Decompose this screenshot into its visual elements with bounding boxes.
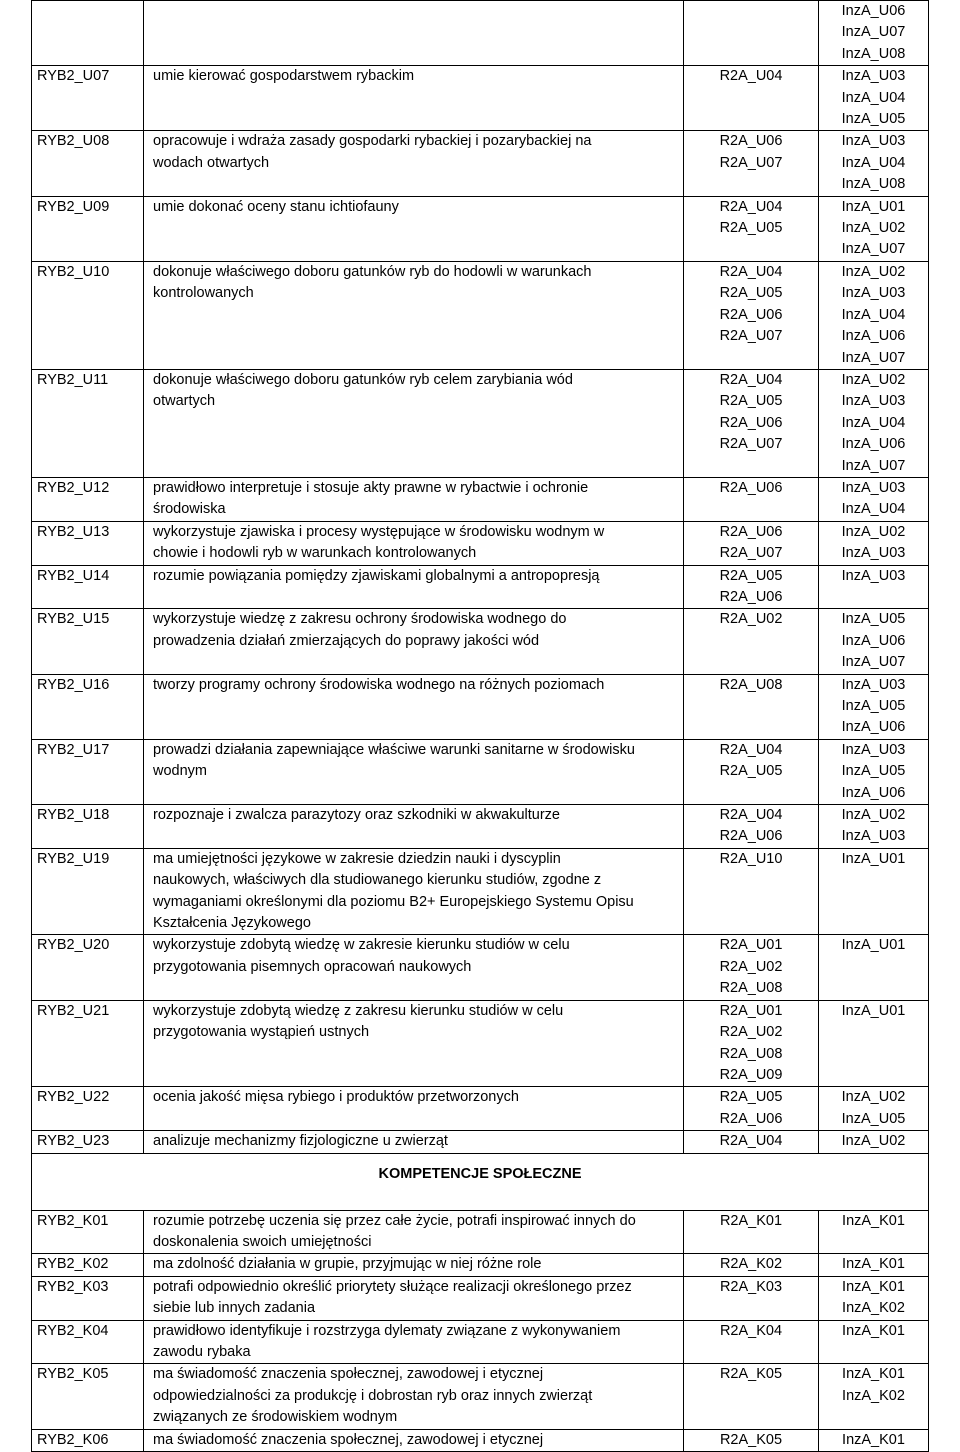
r2a-code: R2A_U04	[719, 371, 783, 388]
outcome-code: RYB2_K03	[32, 1276, 144, 1320]
outcome-code: RYB2_U08	[32, 131, 144, 196]
outcome-description	[144, 609, 684, 674]
outcome-code: RYB2_U16	[32, 674, 144, 739]
r2a-references	[684, 261, 819, 369]
description-line: zawodu rybaka	[153, 1343, 251, 1360]
inza-code: InzA_U03	[841, 741, 906, 758]
r2a-code: R2A_U02	[719, 611, 783, 628]
inza-code: InzA_U03	[841, 545, 906, 562]
inza-code: InzA_U04	[841, 501, 906, 518]
outcome-code: RYB2_U09	[32, 196, 144, 261]
outcome-description	[144, 369, 684, 477]
inza-references	[819, 261, 929, 369]
outcome-description	[144, 848, 684, 935]
inza-references	[819, 196, 929, 261]
description-line: potrafi odpowiednio określić priorytety służące realizacji określonego przez	[153, 1278, 632, 1295]
inza-code: InzA_U02	[841, 220, 906, 237]
outcome-code: RYB2_K02	[32, 1254, 144, 1276]
description-line: prawidłowo identyfikuje i rozstrzyga dylematy związane z wykonywaniem	[153, 1322, 621, 1339]
inza-code: InzA_U08	[841, 45, 906, 62]
inza-code: InzA_U03	[841, 133, 906, 150]
inza-code: InzA_U04	[841, 414, 906, 431]
inza-references	[819, 1254, 929, 1276]
r2a-code: R2A_U05	[719, 220, 783, 237]
r2a-code: R2A_U08	[719, 676, 783, 693]
table-row	[32, 935, 929, 1000]
inza-references	[819, 1276, 929, 1320]
inza-references	[819, 521, 929, 565]
outcome-code: RYB2_K05	[32, 1364, 144, 1429]
description-line: opracowuje i wdraża zasady gospodarki rybackiej i pozarybackiej na	[153, 133, 592, 150]
r2a-references	[684, 1131, 819, 1153]
r2a-code: R2A_U04	[719, 198, 783, 215]
r2a-code: R2A_U06	[719, 588, 783, 605]
description-line: prawidłowo interpretuje i stosuje akty prawne w rybactwie i ochronie	[153, 479, 589, 496]
r2a-references	[684, 521, 819, 565]
table-row	[32, 674, 929, 739]
r2a-code: R2A_U09	[719, 1066, 783, 1083]
outcome-description	[144, 261, 684, 369]
r2a-references	[684, 1320, 819, 1364]
r2a-code: R2A_K02	[719, 1256, 783, 1273]
inza-references	[819, 674, 929, 739]
outcome-description	[144, 1000, 684, 1087]
inza-code: InzA_U07	[841, 654, 906, 671]
description-line: otwartych	[153, 393, 216, 410]
description-line: prowadzenia działań zmierzających do poprawy jakości wód	[153, 632, 540, 649]
inza-code: InzA_U08	[841, 176, 906, 193]
inza-references	[819, 565, 929, 609]
r2a-references	[684, 1276, 819, 1320]
description-line: umie dokonać oceny stanu ichtiofauny	[153, 198, 399, 215]
inza-code: InzA_K01	[842, 1431, 905, 1448]
r2a-references	[684, 66, 819, 131]
description-line: rozumie powiązania pomiędzy zjawiskami globalnymi a antropopresją	[153, 567, 600, 584]
table-row	[32, 1254, 929, 1276]
outcome-code: RYB2_U14	[32, 565, 144, 609]
outcome-description	[144, 131, 684, 196]
outcome-description	[144, 66, 684, 131]
inza-code: InzA_U05	[841, 111, 906, 128]
inza-code: InzA_U03	[841, 393, 906, 410]
r2a-code: R2A_U06	[719, 414, 783, 431]
inza-code: InzA_U01	[841, 198, 906, 215]
description-line: środowiska	[153, 501, 226, 518]
table-row	[32, 521, 929, 565]
r2a-code: R2A_U07	[719, 154, 783, 171]
r2a-code: R2A_U06	[719, 133, 783, 150]
outcome-description	[144, 805, 684, 849]
inza-code: InzA_K02	[842, 1300, 905, 1317]
inza-code: InzA_U04	[841, 154, 906, 171]
outcome-code: RYB2_U19	[32, 848, 144, 935]
inza-code: InzA_U02	[841, 263, 906, 280]
inza-code: InzA_K02	[842, 1387, 905, 1404]
r2a-code: R2A_U02	[719, 958, 783, 975]
r2a-code: R2A_U10	[719, 850, 783, 867]
table-row	[32, 196, 929, 261]
description-line: umie kierować gospodarstwem rybackim	[153, 68, 415, 85]
r2a-code: R2A_U05	[719, 567, 783, 584]
inza-code: InzA_U06	[841, 784, 906, 801]
r2a-code: R2A_U04	[719, 263, 783, 280]
learning-outcomes-table	[31, 0, 929, 1452]
r2a-code: R2A_U08	[719, 980, 783, 997]
outcome-code: RYB2_U21	[32, 1000, 144, 1087]
inza-code: InzA_U05	[841, 611, 906, 628]
table-row	[32, 1210, 929, 1254]
outcome-code: RYB2_U20	[32, 935, 144, 1000]
table-row	[32, 1364, 929, 1429]
outcome-description	[144, 1087, 684, 1131]
r2a-code: R2A_K01	[719, 1212, 783, 1229]
r2a-code: R2A_U06	[719, 1110, 783, 1127]
inza-references	[819, 805, 929, 849]
table-row	[32, 1276, 929, 1320]
table-row	[32, 477, 929, 521]
r2a-code: R2A_K04	[719, 1322, 783, 1339]
inza-code: InzA_U06	[841, 3, 906, 19]
inza-references	[819, 477, 929, 521]
description-line: rozpoznaje i zwalcza parazytozy oraz szkodniki w akwakulturze	[153, 807, 560, 824]
inza-code: InzA_U05	[841, 1110, 906, 1127]
outcome-description	[144, 1254, 684, 1276]
section-heading: KOMPETENCJE SPOŁECZNE	[32, 1153, 929, 1210]
inza-references	[819, 739, 929, 804]
outcome-code: RYB2_U23	[32, 1131, 144, 1153]
inza-code: InzA_U05	[841, 763, 906, 780]
r2a-references	[684, 1000, 819, 1087]
description-line: ma świadomość znaczenia społecznej, zawodowej i etycznej	[153, 1366, 544, 1383]
r2a-code: R2A_U05	[719, 1089, 783, 1106]
r2a-references	[684, 1210, 819, 1254]
inza-references	[819, 1320, 929, 1364]
outcome-code: RYB2_U11	[32, 369, 144, 477]
r2a-code: R2A_U07	[719, 545, 783, 562]
table-row	[32, 1131, 929, 1153]
r2a-code: R2A_U05	[719, 285, 783, 302]
r2a-references	[684, 1429, 819, 1451]
description-line: wodach otwartych	[153, 154, 270, 171]
description-line: kontrolowanych	[153, 285, 254, 302]
inza-references	[819, 1087, 929, 1131]
table-row	[32, 1429, 929, 1451]
r2a-code: R2A_U04	[719, 741, 783, 758]
table-row	[32, 131, 929, 196]
inza-code: InzA_U03	[841, 828, 906, 845]
description-line: Kształcenia Językowego	[153, 915, 311, 932]
description-line: wodnym	[153, 763, 207, 780]
outcome-description	[144, 674, 684, 739]
inza-code: InzA_K01	[842, 1212, 905, 1229]
inza-code: InzA_U04	[841, 89, 906, 106]
r2a-references	[684, 369, 819, 477]
r2a-references	[684, 1364, 819, 1429]
inza-code: InzA_U07	[841, 349, 906, 366]
r2a-code: R2A_U01	[719, 1002, 783, 1019]
description-line: wykorzystuje wiedzę z zakresu ochrony środowiska wodnego do	[153, 611, 567, 628]
outcome-code: RYB2_U10	[32, 261, 144, 369]
inza-references	[819, 369, 929, 477]
r2a-code: R2A_U05	[719, 393, 783, 410]
r2a-references	[684, 131, 819, 196]
outcome-code: RYB2_U13	[32, 521, 144, 565]
description-line: rozumie potrzebę uczenia się przez całe życie, potrafi inspirować innych do	[153, 1212, 636, 1229]
description-line: dokonuje właściwego doboru gatunków ryb celem zarybiania wód	[153, 371, 573, 388]
inza-code: InzA_U02	[841, 1133, 906, 1150]
inza-code: InzA_U03	[841, 285, 906, 302]
outcome-code: RYB2_U22	[32, 1087, 144, 1131]
description-line: przygotowania pisemnych opracowań naukowych	[153, 958, 472, 975]
inza-code: InzA_U07	[841, 241, 906, 258]
r2a-references	[684, 848, 819, 935]
table-row	[32, 609, 929, 674]
table-row	[32, 369, 929, 477]
outcome-code: RYB2_U15	[32, 609, 144, 674]
table-row	[32, 261, 929, 369]
section-heading-row	[32, 1153, 929, 1210]
inza-references	[819, 935, 929, 1000]
inza-code: InzA_U03	[841, 567, 906, 584]
r2a-references	[684, 674, 819, 739]
description-line: doskonalenia swoich umiejętności	[153, 1233, 372, 1250]
inza-code: InzA_K01	[842, 1278, 905, 1295]
r2a-references	[684, 196, 819, 261]
inza-references	[819, 1, 929, 66]
outcome-code: RYB2_K04	[32, 1320, 144, 1364]
outcome-code: RYB2_U07	[32, 66, 144, 131]
description-line: ma zdolność działania w grupie, przyjmując w niej różne role	[153, 1256, 542, 1273]
outcome-description	[144, 739, 684, 804]
description-line: wymaganiami określonymi dla poziomu B2+ Europejskiego Systemu Opisu	[153, 893, 634, 910]
outcome-description	[144, 1429, 684, 1451]
outcome-description	[144, 1, 684, 66]
r2a-code: R2A_U04	[719, 68, 783, 85]
inza-code: InzA_U07	[841, 24, 906, 41]
outcome-description	[144, 935, 684, 1000]
outcome-code: RYB2_U18	[32, 805, 144, 849]
outcome-description	[144, 1320, 684, 1364]
description-line: wykorzystuje zdobytą wiedzę z zakresu kierunku studiów w celu	[153, 1002, 564, 1019]
inza-code: InzA_U02	[841, 371, 906, 388]
description-line: wykorzystuje zjawiska i procesy występujące w środowisku wodnym w	[153, 523, 605, 540]
outcome-description	[144, 521, 684, 565]
r2a-references	[684, 935, 819, 1000]
description-line: odpowiedzialności za produkcję i dobrostan ryb oraz innych zwierząt	[153, 1387, 593, 1404]
description-line: ocenia jakość mięsa rybiego i produktów przetworzonych	[153, 1089, 519, 1106]
outcome-description	[144, 196, 684, 261]
r2a-references	[684, 1254, 819, 1276]
r2a-references	[684, 1, 819, 66]
table-row	[32, 848, 929, 935]
description-line: prowadzi działania zapewniające właściwe warunki sanitarne w środowisku	[153, 741, 635, 758]
inza-code: InzA_U07	[841, 457, 906, 474]
inza-code: InzA_U01	[841, 850, 906, 867]
r2a-code: R2A_U07	[719, 436, 783, 453]
r2a-code: R2A_U04	[719, 1133, 783, 1150]
inza-references	[819, 1000, 929, 1087]
inza-code: InzA_U03	[841, 68, 906, 85]
inza-references	[819, 1364, 929, 1429]
r2a-code: R2A_K03	[719, 1278, 783, 1295]
inza-references	[819, 1131, 929, 1153]
description-line: tworzy programy ochrony środowiska wodnego na różnych poziomach	[153, 676, 605, 693]
inza-references	[819, 609, 929, 674]
table-row	[32, 1087, 929, 1131]
inza-code: InzA_U02	[841, 1089, 906, 1106]
outcome-code: RYB2_K01	[32, 1210, 144, 1254]
inza-code: InzA_U06	[841, 328, 906, 345]
table-row	[32, 805, 929, 849]
table-row	[32, 739, 929, 804]
r2a-code: R2A_K05	[719, 1431, 783, 1448]
description-line: siebie lub innych zadania	[153, 1300, 316, 1317]
inza-references	[819, 66, 929, 131]
r2a-references	[684, 477, 819, 521]
outcome-description	[144, 1131, 684, 1153]
inza-code: InzA_U06	[841, 719, 906, 736]
outcome-code	[32, 1, 144, 66]
r2a-code: R2A_K05	[719, 1366, 783, 1383]
inza-code: InzA_U03	[841, 479, 906, 496]
r2a-code: R2A_U01	[719, 937, 783, 954]
r2a-references	[684, 805, 819, 849]
description-line: związanych ze środowiskiem wodnym	[153, 1409, 398, 1426]
description-line: naukowych, właściwych dla studiowanego kierunku studiów, zgodne z	[153, 872, 602, 889]
outcome-description	[144, 565, 684, 609]
inza-code: InzA_U02	[841, 523, 906, 540]
table-row	[32, 565, 929, 609]
table-row	[32, 1, 929, 66]
inza-references	[819, 131, 929, 196]
table-row	[32, 1320, 929, 1364]
r2a-code: R2A_U06	[719, 479, 783, 496]
description-line: dokonuje właściwego doboru gatunków ryb do hodowli w warunkach	[153, 263, 592, 280]
inza-code: InzA_U06	[841, 436, 906, 453]
inza-references	[819, 1429, 929, 1451]
table-row	[32, 1000, 929, 1087]
description-line: ma umiejętności językowe w zakresie dziedzin nauki i dyscyplin	[153, 850, 561, 867]
r2a-code: R2A_U08	[719, 1045, 783, 1062]
inza-code: InzA_U05	[841, 698, 906, 714]
outcome-code: RYB2_U17	[32, 739, 144, 804]
outcome-code: RYB2_K06	[32, 1429, 144, 1451]
social-competences-section	[32, 1153, 929, 1210]
inza-code: InzA_U01	[841, 937, 906, 954]
competence-rows	[32, 1210, 929, 1451]
inza-references	[819, 848, 929, 935]
description-line: analizuje mechanizmy fizjologiczne u zwierząt	[153, 1133, 448, 1150]
r2a-code: R2A_U06	[719, 523, 783, 540]
inza-code: InzA_U01	[841, 1002, 906, 1019]
inza-code: InzA_U04	[841, 306, 906, 323]
r2a-references	[684, 609, 819, 674]
inza-references	[819, 1210, 929, 1254]
r2a-references	[684, 1087, 819, 1131]
inza-code: InzA_K01	[842, 1322, 905, 1339]
r2a-references	[684, 739, 819, 804]
description-line: chowie i hodowli ryb w warunkach kontrolowanych	[153, 545, 477, 562]
r2a-references	[684, 565, 819, 609]
outcome-description	[144, 1210, 684, 1254]
description-line: wykorzystuje zdobytą wiedzę w zakresie kierunku studiów w celu	[153, 937, 570, 954]
r2a-code: R2A_U05	[719, 763, 783, 780]
description-line: przygotowania wystąpień ustnych	[153, 1024, 370, 1041]
description-line: ma świadomość znaczenia społecznej, zawodowej i etycznej	[153, 1431, 544, 1448]
outcome-code: RYB2_U12	[32, 477, 144, 521]
inza-code: InzA_K01	[842, 1366, 905, 1383]
r2a-code: R2A_U06	[719, 306, 783, 323]
r2a-code: R2A_U06	[719, 828, 783, 845]
outcome-description	[144, 1364, 684, 1429]
inza-code: InzA_U02	[841, 807, 906, 824]
inza-code: InzA_U03	[841, 676, 906, 693]
inza-code: InzA_U06	[841, 632, 906, 649]
skills-rows	[32, 1, 929, 1154]
r2a-code: R2A_U07	[719, 328, 783, 345]
r2a-code: R2A_U04	[719, 807, 783, 824]
inza-code: InzA_K01	[842, 1256, 905, 1273]
r2a-code: R2A_U02	[719, 1024, 783, 1041]
outcome-description	[144, 477, 684, 521]
outcome-description	[144, 1276, 684, 1320]
table-row	[32, 66, 929, 131]
